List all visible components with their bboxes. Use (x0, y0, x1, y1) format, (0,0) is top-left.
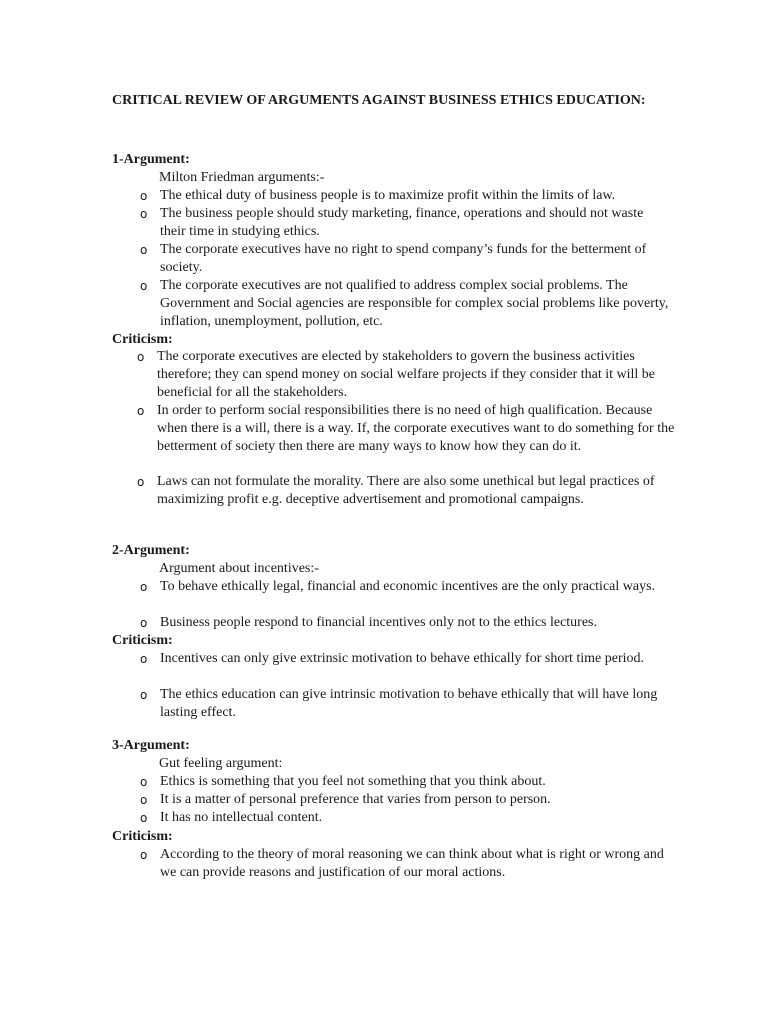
document-title: CRITICAL REVIEW OF ARGUMENTS AGAINST BUSINESS ETHICS EDUCATION: (112, 93, 646, 108)
bullet-marker: o (137, 350, 145, 364)
bullet-marker: o (140, 775, 148, 789)
argument-point-text: The business people should study marketing, finance, operations and should not waste their time in studying ethics. (160, 206, 644, 239)
criticism-heading: Criticism: (112, 633, 173, 648)
criticism-point-text: The ethics education can give intrinsic motivation to behave ethically that will have long lasting effect. (160, 687, 658, 720)
argument-intro: Milton Friedman arguments:- (159, 170, 325, 185)
bullet-marker: o (137, 475, 145, 489)
argument-point-text: Business people respond to financial incentives only not to the ethics lectures. (160, 615, 598, 630)
bullet-marker: o (140, 616, 148, 630)
criticism-point-text: The corporate executives are elected by stakeholders to govern the business activities therefore; they can spend money on social welfare projects if they consider that it will be beneficial for all the stakeholders. (157, 349, 655, 400)
argument-intro: Argument about incentives:- (159, 561, 319, 576)
bullet-marker: o (140, 652, 148, 666)
bullet-marker: o (137, 404, 145, 418)
argument-point-text: It has no intellectual content. (160, 810, 323, 825)
argument-point-text: Ethics is something that you feel not something that you think about. (160, 774, 546, 789)
bullet-marker: o (140, 811, 148, 825)
criticism-point-text: According to the theory of moral reasoning we can think about what is right or wrong and we can provide reasons and justification of our moral actions. (160, 847, 664, 880)
criticism-point-text: Incentives can only give extrinsic motivation to behave ethically for short time period. (160, 651, 645, 666)
argument-heading: 1-Argument: (112, 152, 190, 167)
bullet-marker: o (140, 580, 148, 594)
bullet-marker: o (140, 688, 148, 702)
bullet-marker: o (140, 848, 148, 862)
criticism-point-text: Laws can not formulate the morality. There are also some unethical but legal practices of maximizing profit e.g. deceptive advertisement and promotional campaigns. (157, 474, 655, 507)
argument-heading: 2-Argument: (112, 543, 190, 558)
argument-point-text: The corporate executives have no right to spend company’s funds for the betterment of society. (160, 242, 647, 275)
bullet-marker: o (140, 279, 148, 293)
bullet-marker: o (140, 207, 148, 221)
criticism-point-text: In order to perform social responsibilities there is no need of high qualification. Because when there is a will, there is a way. If, the corporate executives want to do something for the betterment of society then there are many ways to know how they can do it. (157, 403, 675, 454)
criticism-heading: Criticism: (112, 332, 173, 347)
bullet-marker: o (140, 189, 148, 203)
argument-intro: Gut feeling argument: (159, 756, 283, 771)
argument-point-text: To behave ethically legal, financial and economic incentives are the only practical ways. (160, 579, 656, 594)
argument-heading: 3-Argument: (112, 738, 190, 753)
argument-point-text: The corporate executives are not qualified to address complex social problems. The Government and Social agencies are responsible for complex social problems like poverty, inflation, unemployment, pollution, etc. (160, 278, 669, 329)
criticism-heading: Criticism: (112, 829, 173, 844)
argument-point-text: It is a matter of personal preference that varies from person to person. (160, 792, 551, 807)
bullet-marker: o (140, 793, 148, 807)
argument-point-text: The ethical duty of business people is to maximize profit within the limits of law. (160, 188, 616, 203)
bullet-marker: o (140, 243, 148, 257)
